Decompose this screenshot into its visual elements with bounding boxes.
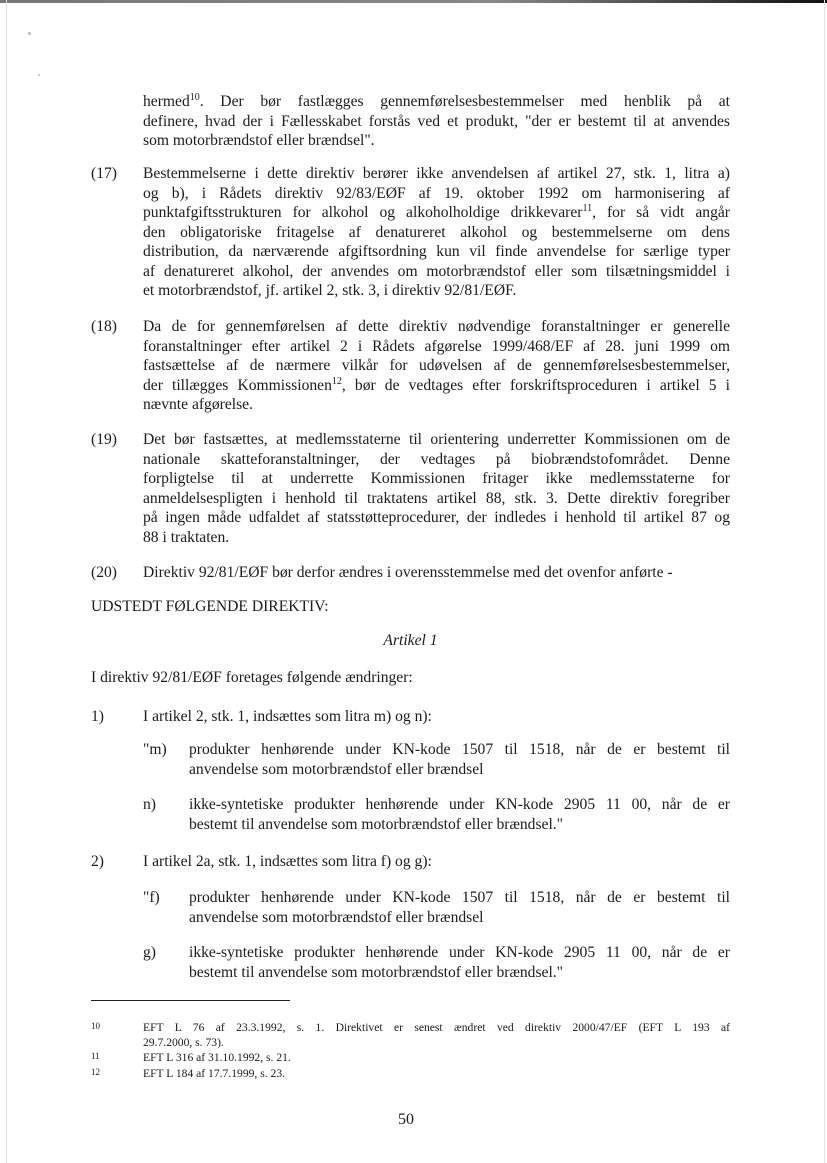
item-text: I artikel 2, stk. 1, indsættes som litra m) og n): bbox=[143, 708, 432, 725]
recital-20: Direktiv 92/81/EØF bør derfor ændres i overensstemmelse med det ovenfor anførte - bbox=[143, 564, 673, 581]
text-line: nævnte afgørelse. bbox=[143, 396, 253, 413]
text-line: produkter henhørende under KN-kode 1507 til 1518, når de er bestemt til bbox=[189, 741, 730, 758]
text-line: på ingen måde udfaldet af statsstøtteprocedurer, der indledes i henhold til artikel 87 og bbox=[143, 509, 730, 526]
item-text: I artikel 2a, stk. 1, indsættes som litra f) og g): bbox=[143, 853, 432, 870]
litra-label: n) bbox=[143, 796, 156, 813]
text-line: fastsættelse af de nærmere vilkår for udøvelsen af de gennemførelsesbestemmelser, bbox=[143, 357, 730, 374]
scan-right-edge bbox=[824, 0, 825, 1163]
text-line: bestemt til anvendelse som motorbrændstof eller brændsel." bbox=[189, 815, 564, 833]
text-line: definere, hvad der i Fællesskabet forstås ved et produkt, "der er bestemt til at anvendes bbox=[143, 112, 730, 130]
text-line: forpligtelse til at underrette Kommissionen fritager ikke medlemsstaterne for bbox=[143, 470, 730, 487]
scan-top-edge bbox=[0, 0, 827, 3]
footnote-number: 10 bbox=[91, 1021, 100, 1031]
text-line: bestemt til anvendelse som motorbrændstof eller brændsel." bbox=[189, 963, 564, 981]
text-line: Bestemmelserne i dette direktiv berører ikke anvendelsen af artikel 27, stk. 1, litra a) bbox=[143, 165, 730, 182]
litra-label: "f) bbox=[143, 889, 160, 906]
text-line: hermed$^{10}$. Der bør fastlægges gennemførelsesbestemmelser med henblik på at bbox=[143, 92, 730, 110]
footnote-12: EFT L 184 af 17.7.1999, s. 23. bbox=[143, 1067, 286, 1080]
text-line: Da de for gennemførelsen af dette direktiv nødvendige foranstaltninger er generelle bbox=[143, 318, 730, 335]
recital-number: (17) bbox=[91, 165, 117, 182]
litra-g bbox=[189, 943, 730, 982]
text-line: ikke-syntetiske produkter henhørende under KN-kode 2905 11 00, når de er bbox=[189, 944, 730, 961]
recital-number: (19) bbox=[91, 431, 117, 448]
enacting-formula: UDSTEDT FØLGENDE DIREKTIV: bbox=[91, 598, 329, 615]
scan-speck bbox=[28, 32, 31, 35]
recital-19 bbox=[143, 430, 730, 547]
recital-18 bbox=[143, 317, 730, 415]
footnote-separator bbox=[91, 1000, 290, 1001]
text-line: som motorbrændstof eller brændsel". bbox=[143, 132, 375, 149]
footnote-ref: 12 bbox=[331, 375, 342, 387]
litra-m bbox=[189, 740, 730, 779]
text-line: den obligatoriske fritagelse af denatureret alkohol og bestemmelserne om dens bbox=[143, 223, 730, 241]
text-line: der tillægges Kommissionen$^{12}$, bør de vedtages efter forskriftsproceduren i artikel 5 i bbox=[143, 375, 731, 394]
page-number: 50 bbox=[398, 1111, 414, 1128]
footnote-ref: 10 bbox=[189, 92, 200, 103]
footnote-ref: 11 bbox=[582, 203, 593, 214]
continued-paragraph bbox=[143, 92, 730, 151]
text-line: anmeldelsespligten i henhold til traktatens artikel 88, stk. 3. Dette direktiv foregriber bbox=[143, 489, 730, 507]
item-number: 1) bbox=[91, 708, 104, 725]
text-line: Det bør fastsættes, at medlemsstaterne til orientering underretter Kommissionen om de bbox=[143, 431, 730, 448]
text-line: punktafgiftsstrukturen for alkohol og alkoholholdige drikkevarer$^{11}$, for så vidt angår bbox=[143, 203, 730, 221]
text-line: og b), i Rådets direktiv 92/83/EØF af 19. oktober 1992 om harmonisering af bbox=[143, 184, 730, 202]
text-line: EFT L 76 af 23.3.1992, s. 1. Direktivet er senest ændret ved direktiv 2000/47/EF (EFT L 193 af bbox=[143, 1021, 730, 1034]
text-line: nationale skatteforanstaltninger, der vedtages på biobrændstofområdet. Denne bbox=[143, 450, 730, 468]
scan-left-edge bbox=[6, 0, 7, 1163]
litra-label: g) bbox=[143, 944, 156, 961]
text-line: ikke-syntetiske produkter henhørende under KN-kode 2905 11 00, når de er bbox=[189, 796, 730, 813]
text-line: af denatureret alkohol, der anvendes om motorbrændstof eller som tilsætningsmiddel i bbox=[143, 262, 730, 280]
text-line: anvendelse som motorbrændstof eller brændsel bbox=[189, 760, 484, 778]
article-heading: Artikel 1 bbox=[383, 632, 438, 649]
text-line: 88 i traktaten. bbox=[143, 528, 230, 546]
item-number: 2) bbox=[91, 853, 104, 870]
scan-speck bbox=[38, 74, 40, 76]
litra-n bbox=[189, 795, 730, 834]
footnote-11: EFT L 316 af 31.10.1992, s. 21. bbox=[143, 1051, 291, 1064]
recital-number: (18) bbox=[91, 318, 117, 335]
text-line: distribution, da nærværende afgiftsordning kun vil finde anvendelse for særlige typer bbox=[143, 243, 730, 260]
text-line: 29.7.2000, s. 73). bbox=[143, 1035, 224, 1049]
text-line: foranstaltninger efter artikel 2 i Rådets afgørelse 1999/468/EF af 28. juni 1999 om bbox=[143, 337, 730, 355]
footnote-number: 12 bbox=[91, 1067, 100, 1077]
litra-f bbox=[189, 888, 730, 927]
recital-number: (20) bbox=[91, 564, 117, 581]
footnote-number: 11 bbox=[91, 1051, 100, 1061]
article-intro: I direktiv 92/81/EØF foretages følgende ændringer: bbox=[91, 669, 413, 686]
text-line: anvendelse som motorbrændstof eller brændsel bbox=[189, 908, 484, 926]
text-line: et motorbrændstof, jf. artikel 2, stk. 3, i direktiv 92/81/EØF. bbox=[143, 282, 517, 299]
recital-17 bbox=[143, 164, 730, 301]
litra-label: "m) bbox=[143, 741, 167, 758]
footnote-10 bbox=[143, 1021, 730, 1050]
text-line: produkter henhørende under KN-kode 1507 til 1518, når de er bestemt til bbox=[189, 889, 730, 906]
